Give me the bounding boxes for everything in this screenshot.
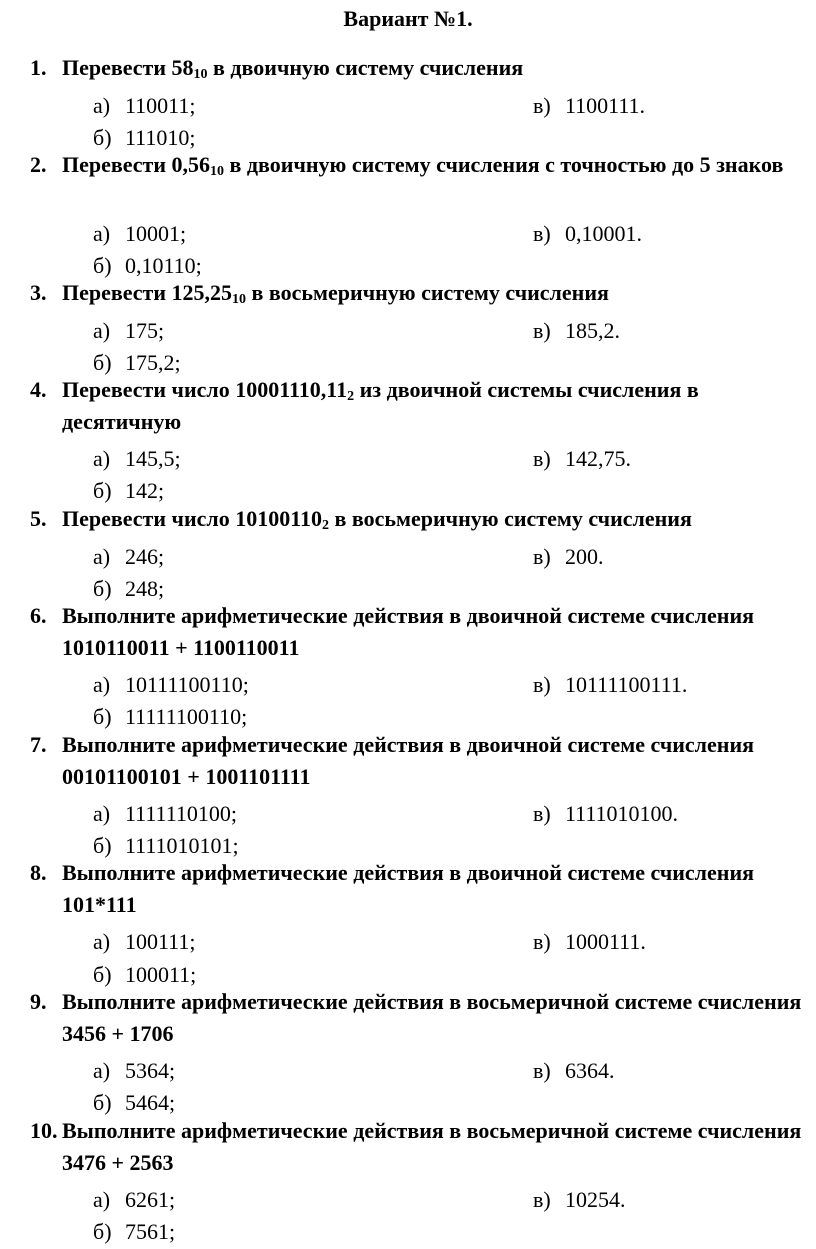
question-number: 9. [30,989,47,1014]
question-text-main: Выполните арифметические действия в восьмеричной системе счисления 3476 + 2563 [62,1118,802,1175]
question-number: 3. [30,280,47,305]
answer-option [533,672,687,698]
option-letter: в) [533,221,551,246]
option-letter: в) [533,1058,551,1083]
option-value: 142; [125,478,165,503]
option-value: 1000111. [565,929,646,954]
option-value: 175; [125,318,165,343]
option-value: 0,10001. [565,221,642,246]
option-value: 1111010101; [125,833,239,858]
option-letter: а) [93,929,111,954]
answer-option [93,350,181,376]
option-letter: а) [93,221,111,246]
answer-option [93,125,195,151]
option-letter: б) [93,350,112,375]
question-text-main: Выполните арифметические действия в двоичной системе счисления 1010110011 + 1100110011 [62,603,755,660]
answer-option [93,704,247,730]
answer-option [93,833,239,859]
number-base-subscript: 2 [322,518,330,533]
option-letter: а) [93,318,111,343]
option-letter: а) [93,93,111,118]
question-text [62,374,802,438]
answer-option [93,1090,175,1116]
option-value: 145,5; [125,446,181,471]
option-letter: в) [533,93,551,118]
option-value: 111010; [125,125,196,150]
answer-option [93,672,249,698]
option-letter: б) [93,1090,112,1115]
option-letter: а) [93,801,111,826]
number-base-subscript: 2 [347,389,355,404]
option-letter: б) [93,962,112,987]
option-letter: а) [93,446,111,471]
question-number: 8. [30,860,47,885]
option-value: 10254. [565,1187,626,1212]
answer-option [533,544,604,570]
question-number: 5. [30,506,47,531]
question-text-rest: в двоичную систему счисления с точностью до 5 знаков [224,152,784,177]
option-letter: а) [93,1058,111,1083]
option-value: 142,75. [565,446,631,471]
question-text-main: Перевести число 10100110 [62,506,323,531]
question-number: 2. [30,152,47,177]
option-value: 110011; [125,93,196,118]
question-text-main: Перевести 125,25 [62,280,233,305]
option-letter: а) [93,544,111,569]
option-value: 248; [125,576,165,601]
answer-option [533,929,646,955]
option-letter: в) [533,1187,551,1212]
answer-option [93,253,202,279]
option-value: 7561; [125,1219,176,1244]
question-number: 1. [30,55,47,80]
answer-option [533,221,642,247]
question-text [62,986,802,1050]
answer-option [93,1187,175,1213]
question-text-rest: в двоичную систему счисления [207,55,524,80]
question-text-main: Перевести число 10001110,11 [62,377,348,402]
option-value: 10001; [125,221,187,246]
number-base-subscript: 10 [232,292,247,307]
option-letter: б) [93,833,112,858]
option-value: 175,2; [125,350,181,375]
option-value: 10111100111. [565,672,688,697]
option-letter: а) [93,672,111,697]
answer-option [93,801,237,827]
question-text [62,277,802,309]
answer-option [93,576,164,602]
option-value: 185,2. [565,318,620,343]
question-text-main: Выполните арифметические действия в восьмеричной системе счисления 3456 + 1706 [62,989,802,1046]
option-letter: б) [93,704,112,729]
answer-option [93,1058,175,1084]
answer-option [533,1187,626,1213]
question-text [62,729,802,793]
option-letter: в) [533,446,551,471]
answer-option [93,221,186,247]
answer-option [533,93,645,119]
question-text [62,1115,802,1179]
option-value: 6364. [565,1058,615,1083]
question-text [62,857,802,921]
option-letter: в) [533,801,551,826]
option-letter: б) [93,253,112,278]
option-letter: в) [533,672,551,697]
answer-option [93,1219,175,1245]
question-number: 4. [30,377,47,402]
answer-option [93,478,164,504]
answer-option [533,1058,615,1084]
option-letter: в) [533,318,551,343]
answer-option [93,318,164,344]
question-number: 10. [30,1118,58,1143]
number-base-subscript: 10 [210,164,225,179]
answer-option [93,929,195,955]
option-value: 246; [125,544,165,569]
number-base-subscript: 10 [193,67,208,82]
answer-option [533,801,678,827]
option-letter: в) [533,544,551,569]
question-text-rest: из двоичной системы счисления в десятичную [62,377,699,434]
option-value: 100011; [125,962,197,987]
option-letter: б) [93,125,112,150]
option-value: 6261; [125,1187,176,1212]
option-letter: в) [533,929,551,954]
question-text-rest: в восьмеричную систему счисления [246,280,609,305]
question-number: 7. [30,732,47,757]
question-text-main: Выполните арифметические действия в двоичной системе счисления 00101100101 + 1001101111 [62,732,755,789]
question-text [62,600,802,664]
question-text-rest: в восьмеричную систему счисления [329,506,692,531]
option-value: 1111010100. [565,801,679,826]
option-letter: а) [93,1187,111,1212]
page-title: Вариант №1. [343,6,473,31]
option-letter: б) [93,576,112,601]
answer-option [93,544,164,570]
answer-option [533,318,620,344]
answer-option [93,446,181,472]
option-letter: б) [93,478,112,503]
answer-option [93,962,196,988]
question-text [62,52,802,84]
answer-option [93,93,195,119]
option-value: 100111; [125,929,196,954]
option-value: 11111100110; [125,704,248,729]
question-text-main: Перевести 58 [62,55,194,80]
question-text-main: Выполните арифметические действия в двоичной системе счисления 101*111 [62,860,755,917]
option-value: 1100111. [565,93,646,118]
question-text-main: Перевести 0,56 [62,152,211,177]
answer-option [533,446,631,472]
option-value: 1111110100; [125,801,238,826]
option-value: 5464; [125,1090,176,1115]
option-letter: б) [93,1219,112,1244]
option-value: 200. [565,544,604,569]
option-value: 0,10110; [125,253,202,278]
option-value: 10111100110; [125,672,249,697]
question-text [62,503,802,535]
option-value: 5364; [125,1058,176,1083]
question-number: 6. [30,603,47,628]
question-text [62,149,802,181]
